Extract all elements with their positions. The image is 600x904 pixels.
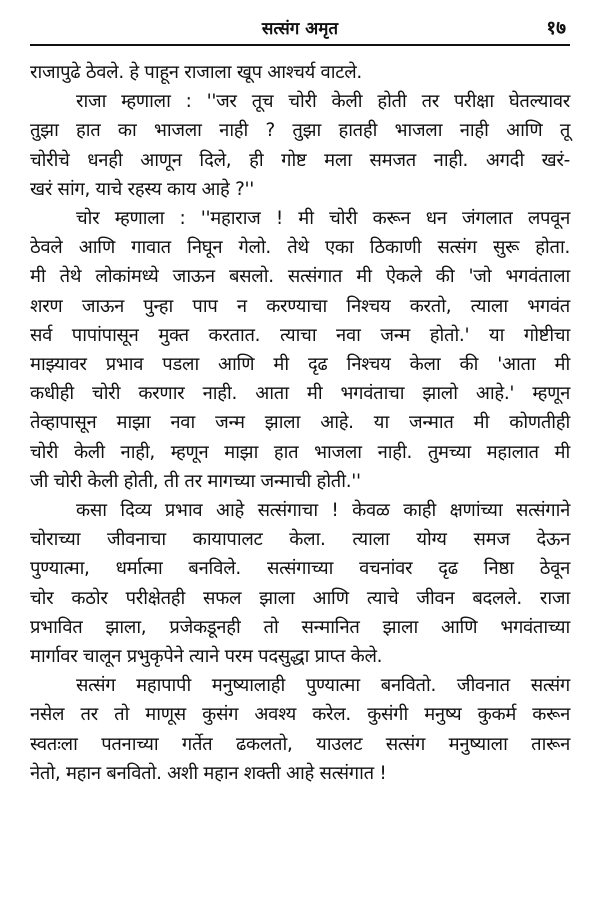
text-line: शरण जाऊन पुन्हा पाप न करण्याचा निश्चय करतो, त्याला भगवंत xyxy=(30,295,570,317)
text-line: चोरी केली नाही, म्हणून माझा हात भाजला नाही. तुमच्या महालात मी xyxy=(30,441,570,463)
text-line: ठेवले आणि गावात निघून गेलो. तेथे एका ठिकाणी सत्संग सुरू होता. xyxy=(30,237,570,259)
text-line: चोर कठोर परीक्षेतही सफल झाला आणि त्याचे जीवन बदलले. राजा xyxy=(30,587,570,609)
header-title: सत्संग अमृत xyxy=(261,19,339,39)
text-line: राजा म्हणाला : ''जर तूच चोरी केली होती तर परीक्षा घेतल्यावर xyxy=(76,91,570,113)
paragraph xyxy=(30,87,570,204)
body-text xyxy=(30,58,570,788)
text-line: मार्गावर चालून प्रभुकृपेने त्याने परम पदसुद्धा प्राप्त केले. xyxy=(30,646,383,668)
running-header xyxy=(30,14,570,46)
text-line: नेतो, महान बनवितो. अशी महान शक्ती आहे सत्संगात ! xyxy=(30,762,387,784)
text-line: तुझा हात का भाजला नाही ? तुझा हातही भाजला नाही आणि तू xyxy=(30,120,570,142)
text-line: खरं सांग, याचे रहस्य काय आहे ?'' xyxy=(30,178,255,200)
text-line: चोराच्या जीवनाचा कायापालट केला. त्याला योग्य समज देऊन xyxy=(30,529,570,551)
paragraph xyxy=(30,58,570,87)
text-line: चोर म्हणाला : ''महाराज ! मी चोरी करून धन जंगलात लपवून xyxy=(76,208,570,230)
paragraph xyxy=(30,671,570,788)
text-line: माझ्यावर प्रभाव पडला आणि मी दृढ निश्चय केला की 'आता मी xyxy=(30,354,570,376)
text-line: सत्संग महापापी मनुष्यालाही पुण्यात्मा बनवितो. जीवनात सत्संग xyxy=(76,675,570,697)
text-line: सर्व पापांपासून मुक्त करतात. त्याचा नवा जन्म होतो.' या गोष्टीचा xyxy=(30,324,570,346)
text-line: चोरीचे धनही आणून दिले, ही गोष्ट मला समजत नाही. अगदी खरं- xyxy=(30,149,570,171)
paragraph xyxy=(30,204,570,496)
text-line: प्रभावित झाला, प्रजेकडूनही तो सन्मानित झाला आणि भगवंताच्या xyxy=(30,616,570,638)
page-number: १७ xyxy=(546,17,566,39)
text-line: पुण्यात्मा, धर्मात्मा बनविले. सत्संगाच्या वचनांवर दृढ निष्ठा ठेवून xyxy=(30,558,570,580)
text-line: कधीही चोरी करणार नाही. आता मी भगवंताचा झालो आहे.' म्हणून xyxy=(30,383,570,405)
text-line: मी तेथे लोकांमध्ये जाऊन बसलो. सत्संगात मी ऐकले की 'जो भगवंताला xyxy=(30,266,570,288)
text-line: तेव्हापासून माझा नवा जन्म झाला आहे. या जन्मात मी कोणतीही xyxy=(30,412,570,434)
text-line: स्वतःला पतनाच्या गर्तेत ढकलतो, याउलट सत्संग मनुष्याला तारून xyxy=(30,733,570,755)
text-line: राजापुढे ठेवले. हे पाहून राजाला खूप आश्चर्य वाटले. xyxy=(30,62,362,83)
text-line: नसेल तर तो माणूस कुसंग अवश्य करेल. कुसंगी मनुष्य कुकर्म करून xyxy=(30,704,570,726)
paragraph xyxy=(30,496,570,671)
text-line: जी चोरी केली होती, ती तर मागच्या जन्माची होती.'' xyxy=(30,470,361,492)
text-line: कसा दिव्य प्रभाव आहे सत्संगाचा ! केवळ काही क्षणांच्या सत्संगाने xyxy=(76,500,570,522)
